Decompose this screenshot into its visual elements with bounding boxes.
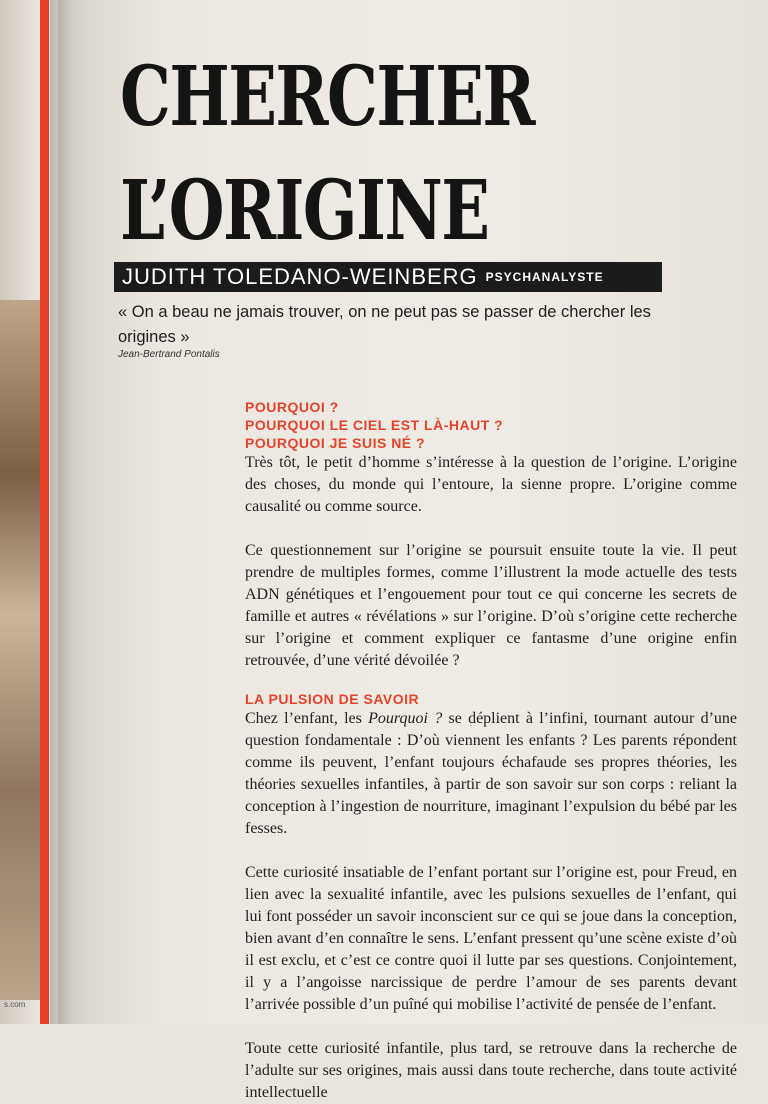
epigraph — [118, 300, 678, 360]
page-gutter-shadow — [50, 0, 90, 1024]
epigraph-author: Jean-Bertrand Pontalis — [118, 349, 220, 360]
epigraph-quote: « On a beau ne jamais trouver, on ne peut pas se passer de chercher les origines » — [118, 303, 651, 346]
paragraph: Ce questionnement sur l’origine se poursuit ensuite toute la vie. Il peut prendre de multiples formes, comme l’illustrent la mode actuelle des tests ADN génétiques et l’engouement pour tout ce qui concerne les secrets de famille et autres « révélations » sur l’origine. D’où s’origine cette recherche sur l’origine et comment expliquer ce fantasme d’une origine enfin retrouvée, d’une vérité dévoilée ? — [245, 542, 737, 669]
title-line-2: L’ORIGINE — [120, 163, 489, 259]
facing-page-credit: s.com — [4, 1000, 26, 1009]
section-heading-line: POURQUOI ? — [245, 399, 339, 415]
paragraph — [245, 708, 737, 840]
author-role: PSYCHANALYSTE — [485, 270, 604, 284]
emphasized-text: Pourquoi ? — [368, 710, 443, 727]
title-line-1: CHERCHER — [120, 49, 535, 145]
section-heading-line: POURQUOI LE CIEL EST LÀ-HAUT ? — [245, 417, 504, 433]
author-name: JUDITH TOLEDANO-WEINBERG — [122, 264, 478, 289]
facing-page-photo — [0, 300, 42, 1000]
paragraph: Toute cette curiosité infantile, plus tard, se retrouve dans la recherche de l’adulte sur ses origines, mais aussi dans toute recherche, dans toute activité intellectuelle — [245, 1040, 737, 1101]
author-bar — [114, 262, 662, 292]
article-body — [245, 398, 737, 1104]
paragraph-text: se déplient à l’infini, tournant autour d’une question fondamentale : D’où viennent les enfants ? Les parents répondent comme ils peuvent, l’enfant toujours échafaude ses propres théories, les théories sexuelles infantiles, à partir de son savoir sur son corps : reliant la conception à l’ingestion de nourriture, imaginant l’expulsion du bébé par les fesses. — [245, 710, 738, 837]
section-heading-line: POURQUOI JE SUIS NÉ ? — [245, 435, 426, 451]
facing-page-accent-stripe — [40, 0, 49, 1024]
paragraph-text: Chez l’enfant, les — [245, 710, 369, 727]
paragraph: Cette curiosité insatiable de l’enfant portant sur l’origine est, pour Freud, en lien avec la sexualité infantile, avec les pulsions sexuelles de l’enfant, qui lui font posséder un savoir inconscient sur ce qui se joue dans la conception, bien avant d’en connaître le sens. L’enfant pressent qu’une scène existe d’où il est exclu, et c’est ce contre quoi il lutte par ses questions. Conjointement, il y a l’angoisse narcissique de perdre l’amour de ses parents devant l’arrivée possible d’un puîné qui mobilise l’activité de pensée de l’enfant. — [245, 864, 737, 1013]
paragraph: Très tôt, le petit d’homme s’intéresse à la question de l’origine. L’origine des choses, du monde qui l’entoure, la sienne propre. L’origine comme causalité ou comme source. — [245, 454, 737, 515]
subheading: LA PULSION DE SAVOIR — [245, 691, 420, 707]
